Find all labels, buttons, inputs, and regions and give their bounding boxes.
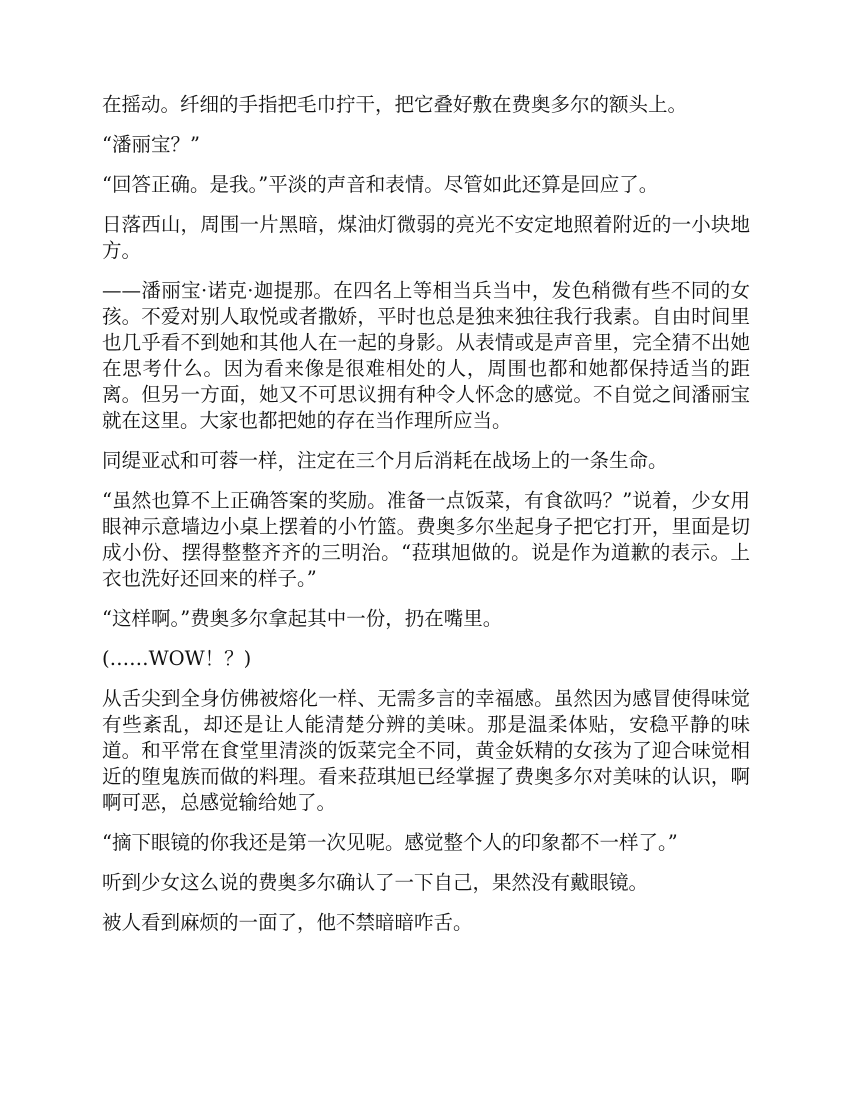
paragraph: “这样啊。”费奥多尔拿起其中一份，扔在嘴里。 bbox=[102, 607, 503, 630]
paragraph: “潘丽宝？” bbox=[102, 133, 200, 156]
paragraph: “摘下眼镜的你我还是第一次见呢。感觉整个人的印象都不一样了。” bbox=[102, 831, 678, 854]
paragraph: “回答正确。是我。”平淡的声音和表情。尽管如此还算是回应了。 bbox=[102, 173, 659, 196]
paragraph: 日落西山，周围一片黑暗，煤油灯微弱的亮光不安定地照着附近的一小块地方。 bbox=[102, 213, 750, 262]
paragraph: 在摇动。纤细的手指把毛巾拧干，把它叠好敷在费奥多尔的额头上。 bbox=[102, 93, 688, 116]
document-page bbox=[102, 92, 750, 950]
paragraph: 被人看到麻烦的一面了，他不禁暗暗咋舌。 bbox=[102, 911, 473, 934]
paragraph: 听到少女这么说的费奥多尔确认了一下自己，果然没有戴眼镜。 bbox=[102, 871, 649, 894]
paragraph: ——潘丽宝·诺克·迦提那。在四名上等相当兵当中，发色稍微有些不同的女孩。不爱对别人取悦或者撒娇，平时也总是独来独往我行我素。自由时间里也几乎看不到她和其他人在一起的身影。从表情或是声音里，完全猜不出她在思考什么。因为看来像是很难相处的人，周围也都和她都保持适当的距离。但另一方面，她又不可思议拥有种令人怀念的感觉。不自觉之间潘丽宝就在这里。大家也都把她的存在当作理所应当。 bbox=[102, 279, 750, 432]
paragraph: “虽然也算不上正确答案的奖励。准备一点饭菜，有食欲吗？”说着，少女用眼神示意墙边小桌上摆着的小竹篮。费奥多尔坐起身子把它打开，里面是切成小份、摆得整整齐齐的三明治。“菈琪旭做的。说是作为道歉的表示。上衣也洗好还回来的样子。” bbox=[102, 489, 750, 590]
paragraph: (……WOW！？) bbox=[102, 647, 252, 670]
paragraph: 从舌尖到全身仿佛被熔化一样、无需多言的幸福感。虽然因为感冒使得味觉有些紊乱，却还是让人能清楚分辨的美味。那是温柔体贴，安稳平静的味道。和平常在食堂里清淡的饭菜完全不同，黄金妖精的女孩为了迎合味觉相近的堕鬼族而做的料理。看来菈琪旭已经掌握了费奥多尔对美味的认识，啊啊可恶，总感觉输给她了。 bbox=[102, 687, 750, 814]
paragraph: 同缇亚忒和可蓉一样，注定在三个月后消耗在战场上的一条生命。 bbox=[102, 449, 668, 472]
